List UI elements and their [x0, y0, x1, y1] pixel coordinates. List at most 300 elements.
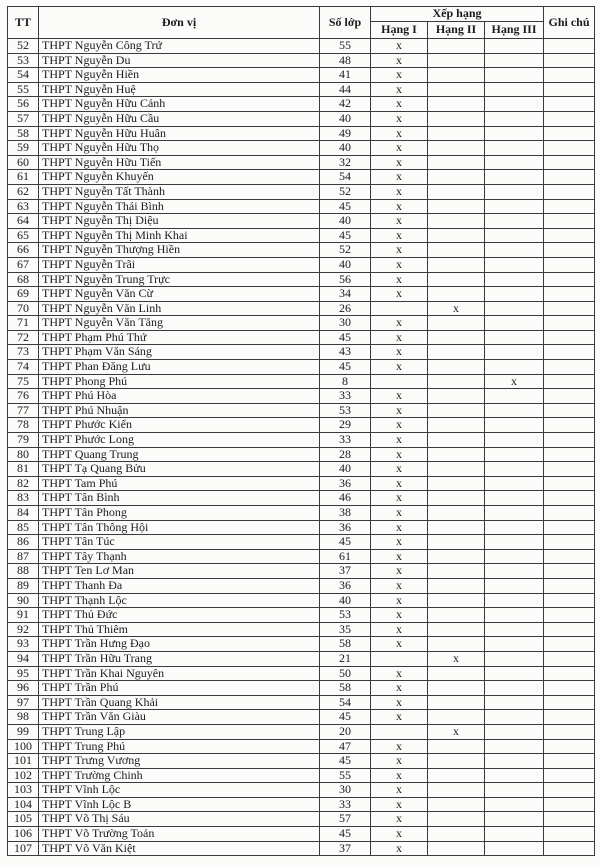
table-row	[8, 724, 595, 739]
row-note	[544, 287, 595, 302]
row-tt: 79	[8, 433, 39, 448]
row-tt: 92	[8, 622, 39, 637]
row-hang-3	[485, 316, 544, 331]
row-hang-1: x	[371, 797, 428, 812]
row-hang-2	[428, 287, 485, 302]
row-class-count: 52	[320, 184, 371, 199]
row-class-count: 52	[320, 243, 371, 258]
row-class-count: 35	[320, 622, 371, 637]
row-class-count: 30	[320, 783, 371, 798]
row-school-name: THPT Phạm Văn Sáng	[39, 345, 320, 360]
row-hang-2	[428, 462, 485, 477]
row-tt: 84	[8, 506, 39, 521]
row-hang-3	[485, 360, 544, 375]
row-hang-1: x	[371, 520, 428, 535]
row-school-name: THPT Ten Lơ Man	[39, 564, 320, 579]
row-hang-3	[485, 199, 544, 214]
row-class-count: 36	[320, 476, 371, 491]
row-note	[544, 214, 595, 229]
row-hang-1: x	[371, 622, 428, 637]
row-hang-1: x	[371, 447, 428, 462]
row-hang-2	[428, 447, 485, 462]
row-hang-2	[428, 476, 485, 491]
row-class-count: 20	[320, 724, 371, 739]
row-note	[544, 374, 595, 389]
header-xep-hang: Xếp hạng	[371, 7, 544, 22]
row-note	[544, 564, 595, 579]
row-hang-3	[485, 462, 544, 477]
row-hang-3	[485, 520, 544, 535]
row-note	[544, 608, 595, 623]
row-hang-1: x	[371, 578, 428, 593]
row-hang-3	[485, 564, 544, 579]
row-hang-2	[428, 97, 485, 112]
row-hang-1: x	[371, 695, 428, 710]
row-hang-2	[428, 491, 485, 506]
row-hang-1: x	[371, 593, 428, 608]
row-class-count: 40	[320, 462, 371, 477]
row-class-count: 56	[320, 272, 371, 287]
table-row	[8, 797, 595, 812]
row-hang-3	[485, 184, 544, 199]
row-school-name: THPT Nguyễn Hữu Cảnh	[39, 97, 320, 112]
table-row	[8, 228, 595, 243]
table-row	[8, 535, 595, 550]
row-tt: 55	[8, 82, 39, 97]
row-class-count: 37	[320, 564, 371, 579]
row-tt: 73	[8, 345, 39, 360]
row-hang-2	[428, 520, 485, 535]
row-hang-3	[485, 827, 544, 842]
row-school-name: THPT Tân Túc	[39, 535, 320, 550]
row-tt: 86	[8, 535, 39, 550]
row-class-count: 45	[320, 827, 371, 842]
row-hang-1: x	[371, 549, 428, 564]
row-school-name: THPT Quang Trung	[39, 447, 320, 462]
row-hang-1: x	[371, 783, 428, 798]
row-hang-2	[428, 228, 485, 243]
row-hang-2	[428, 68, 485, 83]
row-hang-1: x	[371, 287, 428, 302]
row-tt: 85	[8, 520, 39, 535]
row-hang-3	[485, 593, 544, 608]
table-row	[8, 651, 595, 666]
row-note	[544, 184, 595, 199]
row-hang-1: x	[371, 710, 428, 725]
row-class-count: 8	[320, 374, 371, 389]
table-row	[8, 783, 595, 798]
table-row	[8, 287, 595, 302]
row-hang-2	[428, 827, 485, 842]
row-note	[544, 724, 595, 739]
row-class-count: 33	[320, 389, 371, 404]
row-hang-2	[428, 812, 485, 827]
row-note	[544, 476, 595, 491]
table-row	[8, 155, 595, 170]
table-row	[8, 622, 595, 637]
row-tt: 65	[8, 228, 39, 243]
row-school-name: THPT Nguyễn Trung Trực	[39, 272, 320, 287]
table-row	[8, 447, 595, 462]
row-class-count: 45	[320, 330, 371, 345]
row-hang-3	[485, 476, 544, 491]
row-school-name: THPT Thạnh Lộc	[39, 593, 320, 608]
table-row	[8, 184, 595, 199]
row-hang-2: x	[428, 301, 485, 316]
row-hang-2: x	[428, 651, 485, 666]
row-school-name: THPT Trần Hưng Đạo	[39, 637, 320, 652]
row-class-count: 40	[320, 141, 371, 156]
row-hang-2	[428, 695, 485, 710]
table-row	[8, 608, 595, 623]
row-class-count: 45	[320, 710, 371, 725]
row-tt: 88	[8, 564, 39, 579]
row-hang-3	[485, 681, 544, 696]
row-tt: 52	[8, 39, 39, 54]
row-hang-3	[485, 433, 544, 448]
header-tt: TT	[8, 7, 39, 39]
row-class-count: 36	[320, 578, 371, 593]
row-hang-2	[428, 403, 485, 418]
row-tt: 97	[8, 695, 39, 710]
row-tt: 82	[8, 476, 39, 491]
row-hang-1: x	[371, 97, 428, 112]
row-school-name: THPT Phạm Phú Thứ	[39, 330, 320, 345]
table-row	[8, 39, 595, 54]
row-hang-1: x	[371, 345, 428, 360]
row-hang-3	[485, 345, 544, 360]
table-row	[8, 739, 595, 754]
row-class-count: 45	[320, 535, 371, 550]
row-hang-1: x	[371, 564, 428, 579]
row-class-count: 21	[320, 651, 371, 666]
row-school-name: THPT Trần Quang Khải	[39, 695, 320, 710]
table-row	[8, 141, 595, 156]
row-hang-3	[485, 739, 544, 754]
row-school-name: THPT Trung Phú	[39, 739, 320, 754]
row-hang-3	[485, 797, 544, 812]
row-hang-3	[485, 783, 544, 798]
row-note	[544, 447, 595, 462]
table-row	[8, 345, 595, 360]
row-class-count: 54	[320, 695, 371, 710]
row-hang-3	[485, 126, 544, 141]
row-school-name: THPT Nguyễn Thị Diệu	[39, 214, 320, 229]
row-hang-3	[485, 389, 544, 404]
row-hang-3	[485, 53, 544, 68]
row-school-name: THPT Võ Thị Sáu	[39, 812, 320, 827]
row-hang-1: x	[371, 214, 428, 229]
row-tt: 87	[8, 549, 39, 564]
row-hang-1: x	[371, 389, 428, 404]
row-school-name: THPT Tạ Quang Bửu	[39, 462, 320, 477]
row-hang-3	[485, 491, 544, 506]
row-hang-3	[485, 97, 544, 112]
row-hang-1	[371, 651, 428, 666]
row-hang-3	[485, 724, 544, 739]
row-note	[544, 301, 595, 316]
row-note	[544, 330, 595, 345]
row-class-count: 45	[320, 228, 371, 243]
row-note	[544, 549, 595, 564]
header-ghi-chu: Ghi chú	[544, 7, 595, 39]
row-hang-1: x	[371, 184, 428, 199]
row-note	[544, 739, 595, 754]
row-hang-1: x	[371, 681, 428, 696]
row-school-name: THPT Nguyễn Du	[39, 53, 320, 68]
row-hang-1: x	[371, 316, 428, 331]
row-school-name: THPT Võ Văn Kiệt	[39, 841, 320, 856]
row-school-name: THPT Trần Hữu Trang	[39, 651, 320, 666]
row-class-count: 46	[320, 491, 371, 506]
row-hang-3	[485, 754, 544, 769]
row-class-count: 44	[320, 82, 371, 97]
row-note	[544, 695, 595, 710]
row-hang-2	[428, 82, 485, 97]
row-hang-2	[428, 316, 485, 331]
row-hang-2	[428, 126, 485, 141]
row-hang-2	[428, 549, 485, 564]
row-note	[544, 243, 595, 258]
row-school-name: THPT Thủ Thiêm	[39, 622, 320, 637]
row-class-count: 45	[320, 199, 371, 214]
row-tt: 93	[8, 637, 39, 652]
row-hang-3: x	[485, 374, 544, 389]
row-note	[544, 272, 595, 287]
table-row	[8, 491, 595, 506]
row-tt: 64	[8, 214, 39, 229]
row-class-count: 43	[320, 345, 371, 360]
row-note	[544, 170, 595, 185]
table-row	[8, 68, 595, 83]
row-note	[544, 506, 595, 521]
row-hang-1: x	[371, 228, 428, 243]
row-note	[544, 316, 595, 331]
row-school-name: THPT Nguyễn Hữu Tiến	[39, 155, 320, 170]
row-hang-2	[428, 578, 485, 593]
row-hang-2	[428, 797, 485, 812]
row-class-count: 40	[320, 593, 371, 608]
row-hang-1: x	[371, 476, 428, 491]
row-tt: 58	[8, 126, 39, 141]
row-hang-1: x	[371, 535, 428, 550]
row-hang-3	[485, 301, 544, 316]
row-note	[544, 578, 595, 593]
row-note	[544, 710, 595, 725]
row-class-count: 50	[320, 666, 371, 681]
row-note	[544, 754, 595, 769]
row-school-name: THPT Trần Phú	[39, 681, 320, 696]
row-hang-2	[428, 418, 485, 433]
row-hang-2	[428, 783, 485, 798]
row-note	[544, 593, 595, 608]
row-hang-3	[485, 287, 544, 302]
row-tt: 54	[8, 68, 39, 83]
table-row	[8, 462, 595, 477]
table-body	[8, 39, 595, 856]
row-tt: 91	[8, 608, 39, 623]
row-class-count: 42	[320, 97, 371, 112]
row-class-count: 57	[320, 812, 371, 827]
row-class-count: 41	[320, 68, 371, 83]
row-class-count: 26	[320, 301, 371, 316]
row-school-name: THPT Trường Chinh	[39, 768, 320, 783]
row-note	[544, 39, 595, 54]
row-tt: 95	[8, 666, 39, 681]
row-class-count: 37	[320, 841, 371, 856]
row-school-name: THPT Thanh Đa	[39, 578, 320, 593]
row-hang-3	[485, 170, 544, 185]
row-class-count: 28	[320, 447, 371, 462]
row-note	[544, 68, 595, 83]
row-hang-2	[428, 170, 485, 185]
row-tt: 75	[8, 374, 39, 389]
header-hang-1: Hạng I	[371, 22, 428, 39]
row-note	[544, 199, 595, 214]
row-note	[544, 535, 595, 550]
row-school-name: THPT Thủ Đức	[39, 608, 320, 623]
row-note	[544, 228, 595, 243]
row-hang-1: x	[371, 608, 428, 623]
row-tt: 69	[8, 287, 39, 302]
row-hang-3	[485, 403, 544, 418]
row-school-name: THPT Trần Văn Giàu	[39, 710, 320, 725]
row-hang-1: x	[371, 739, 428, 754]
row-school-name: THPT Nguyễn Thái Bình	[39, 199, 320, 214]
row-hang-1: x	[371, 170, 428, 185]
row-note	[544, 827, 595, 842]
row-tt: 72	[8, 330, 39, 345]
row-class-count: 48	[320, 53, 371, 68]
row-hang-1: x	[371, 506, 428, 521]
row-hang-2	[428, 243, 485, 258]
row-hang-3	[485, 549, 544, 564]
row-school-name: THPT Tân Thông Hội	[39, 520, 320, 535]
row-tt: 100	[8, 739, 39, 754]
row-hang-1: x	[371, 491, 428, 506]
row-class-count: 61	[320, 549, 371, 564]
row-tt: 63	[8, 199, 39, 214]
row-hang-2	[428, 622, 485, 637]
row-note	[544, 126, 595, 141]
table-row	[8, 243, 595, 258]
row-hang-1: x	[371, 360, 428, 375]
row-class-count: 53	[320, 608, 371, 623]
row-tt: 66	[8, 243, 39, 258]
row-hang-3	[485, 578, 544, 593]
table-row	[8, 827, 595, 842]
row-hang-3	[485, 155, 544, 170]
row-hang-3	[485, 651, 544, 666]
row-note	[544, 155, 595, 170]
row-hang-2	[428, 257, 485, 272]
row-note	[544, 403, 595, 418]
table-row	[8, 199, 595, 214]
row-hang-3	[485, 608, 544, 623]
row-school-name: THPT Tân Bình	[39, 491, 320, 506]
table-row	[8, 126, 595, 141]
row-tt: 104	[8, 797, 39, 812]
row-tt: 70	[8, 301, 39, 316]
row-hang-1: x	[371, 257, 428, 272]
row-note	[544, 418, 595, 433]
row-hang-3	[485, 637, 544, 652]
row-hang-3	[485, 228, 544, 243]
row-hang-1: x	[371, 141, 428, 156]
row-hang-2	[428, 681, 485, 696]
row-hang-2	[428, 111, 485, 126]
table-row	[8, 53, 595, 68]
row-hang-2	[428, 272, 485, 287]
row-hang-2	[428, 637, 485, 652]
row-school-name: THPT Trần Khai Nguyên	[39, 666, 320, 681]
row-hang-1: x	[371, 68, 428, 83]
row-hang-2	[428, 535, 485, 550]
row-tt: 56	[8, 97, 39, 112]
row-school-name: THPT Nguyễn Văn Cừ	[39, 287, 320, 302]
row-hang-2	[428, 666, 485, 681]
row-hang-2	[428, 433, 485, 448]
table-row	[8, 637, 595, 652]
table-row	[8, 433, 595, 448]
row-hang-1: x	[371, 403, 428, 418]
row-hang-3	[485, 418, 544, 433]
row-hang-3	[485, 39, 544, 54]
row-hang-2	[428, 506, 485, 521]
row-hang-2	[428, 841, 485, 856]
row-hang-2	[428, 389, 485, 404]
row-tt: 99	[8, 724, 39, 739]
row-tt: 74	[8, 360, 39, 375]
table-row	[8, 301, 595, 316]
row-tt: 105	[8, 812, 39, 827]
row-hang-2	[428, 39, 485, 54]
row-hang-1: x	[371, 199, 428, 214]
table-row	[8, 214, 595, 229]
row-hang-3	[485, 841, 544, 856]
row-class-count: 45	[320, 360, 371, 375]
row-tt: 71	[8, 316, 39, 331]
row-tt: 68	[8, 272, 39, 287]
row-hang-3	[485, 68, 544, 83]
row-note	[544, 345, 595, 360]
row-note	[544, 462, 595, 477]
row-note	[544, 812, 595, 827]
row-hang-1: x	[371, 666, 428, 681]
row-note	[544, 491, 595, 506]
row-class-count: 49	[320, 126, 371, 141]
row-class-count: 30	[320, 316, 371, 331]
table-row	[8, 593, 595, 608]
row-note	[544, 111, 595, 126]
row-school-name: THPT Phú Nhuận	[39, 403, 320, 418]
row-hang-2	[428, 374, 485, 389]
row-tt: 89	[8, 578, 39, 593]
table-row	[8, 710, 595, 725]
row-hang-1	[371, 374, 428, 389]
row-school-name: THPT Nguyễn Trãi	[39, 257, 320, 272]
table-row	[8, 418, 595, 433]
row-school-name: THPT Vĩnh Lộc B	[39, 797, 320, 812]
table-row	[8, 578, 595, 593]
row-hang-2	[428, 360, 485, 375]
row-school-name: THPT Nguyễn Văn Linh	[39, 301, 320, 316]
row-school-name: THPT Nguyễn Huệ	[39, 82, 320, 97]
row-hang-2	[428, 214, 485, 229]
row-class-count: 29	[320, 418, 371, 433]
row-hang-2	[428, 739, 485, 754]
row-note	[544, 797, 595, 812]
